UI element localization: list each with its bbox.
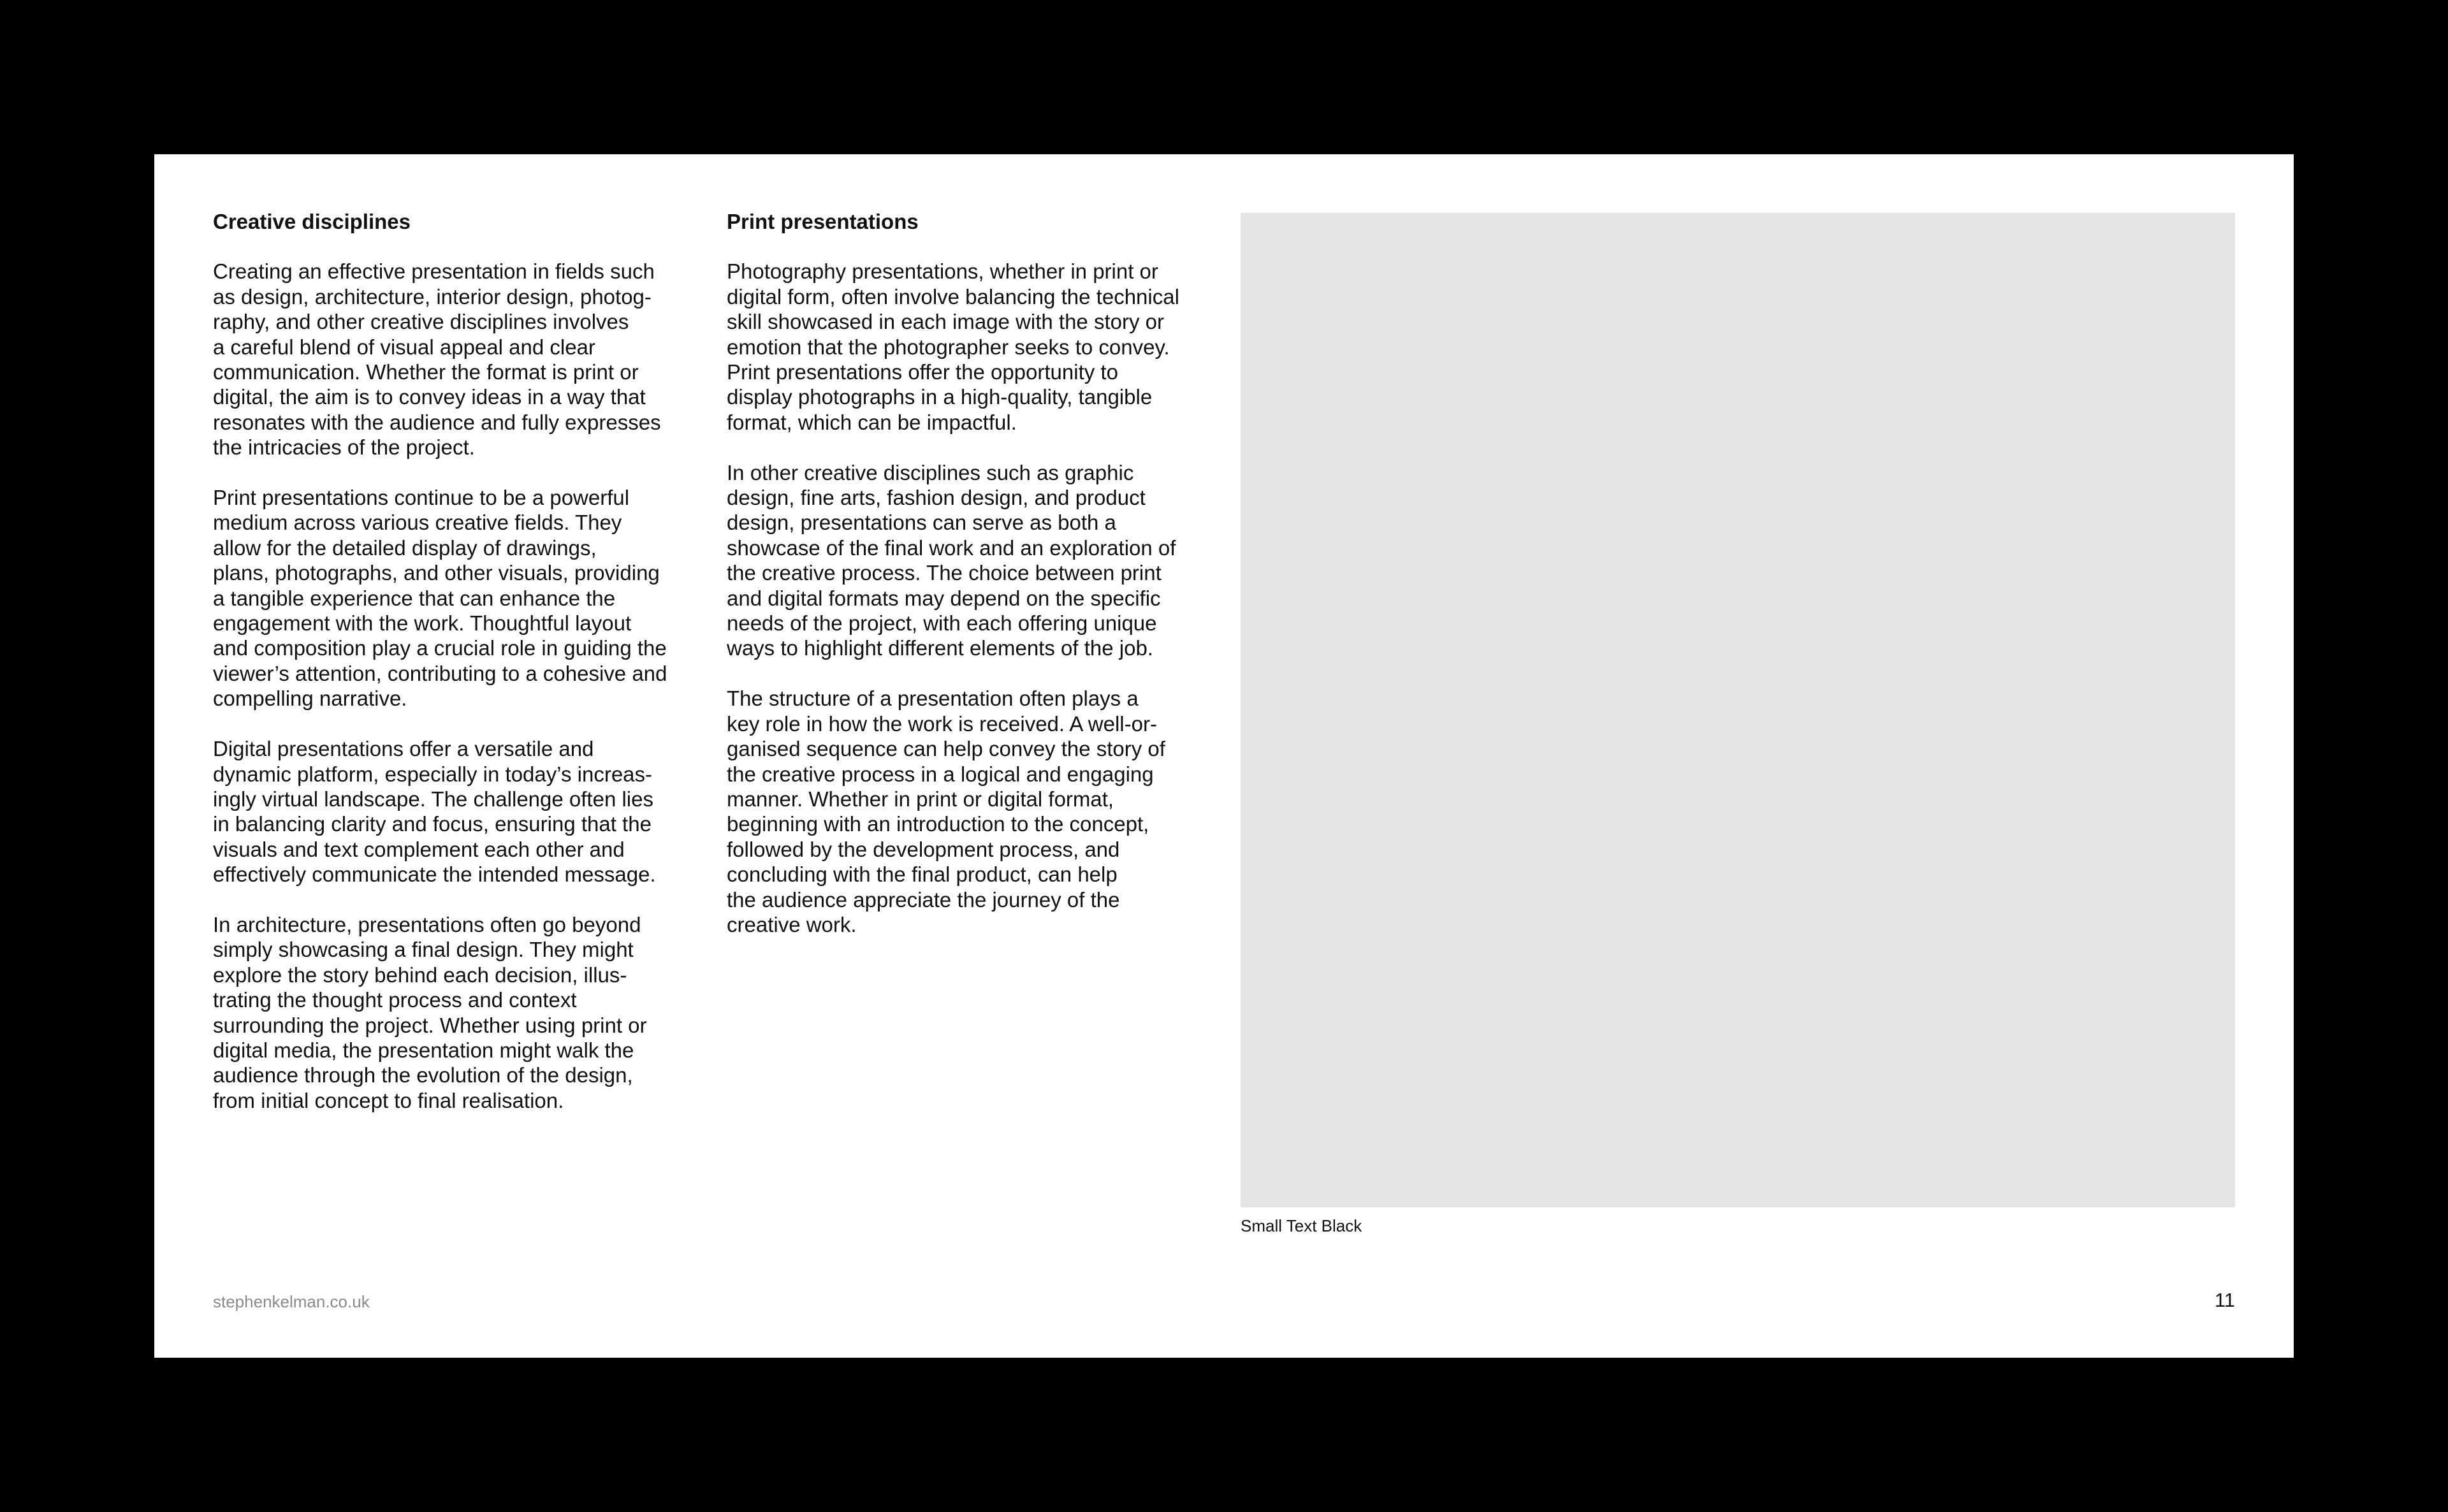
middle-column <box>727 209 1211 963</box>
left-paragraph-2: Print presentations continue to be a powerful medium across various creative fields. They allow for the detailed display of drawings, plans, photographs, and other visuals, providing a tangible experience that can enhance the engagement with the work. Thoughtful layout and composition play a crucial role in guiding the viewer’s attention, contributing to a cohesive and compelling narrative. <box>213 486 667 711</box>
left-paragraph-4: In architecture, presentations often go beyond simply showcasing a final design. They might explore the story behind each decision, illus- trating the thought process and context surrounding the project. Whether using print or digital media, the presentation might walk the audience through the evolution of the design, from initial concept to final realisation. <box>213 912 647 1112</box>
left-paragraph-3: Digital presentations offer a versatile and dynamic platform, especially in today’s increas- ingly virtual landscape. The challenge often lies in balancing clarity and focus, ensuring that the visuals and text complement each other and effectively communicate the intended message. <box>213 737 656 887</box>
middle-paragraph-2: In other creative disciplines such as graphic design, fine arts, fashion design, and product design, presentations can serve as both a showcase of the final work and an exploration of the creative process. The choice between print and digital formats may depend on the specific needs of the project, with each offering unique ways to highlight different elements of the job. <box>727 460 1176 660</box>
image-placeholder <box>1241 213 2235 1207</box>
image-caption: Small Text Black <box>1241 1216 1362 1235</box>
middle-paragraph-3: The structure of a presentation often plays a key role in how the work is received. A well-or- ganised sequence can help convey the story of the creative process in a logical and engaging manner. Whether in print or digital format, beginning with an introduction to the concept, followed by the development process, and concluding with the final product, can help the audience appreciate the journey of the creative work. <box>727 687 1165 936</box>
left-column <box>213 209 697 1138</box>
page-number: 11 <box>2214 1289 2235 1311</box>
document-page <box>154 154 2294 1358</box>
middle-paragraph-1: Photography presentations, whether in print or digital form, often involve balancing the technical skill showcased in each image with the story or emotion that the photographer seeks to convey. Print presentations offer the opportunity to display photographs in a high-quality, tangible format, which can be impactful. <box>727 259 1179 434</box>
left-paragraph-1: Creating an effective presentation in fields such as design, architecture, interior design, photog- raphy, and other creative disciplines involves a careful blend of visual appeal and clear communication. Whether the format is print or digital, the aim is to convey ideas in a way that resonates with the audience and fully expresses the intricacies of the project. <box>213 259 661 460</box>
middle-column-heading: Print presentations <box>727 210 919 233</box>
left-column-heading: Creative disciplines <box>213 210 411 233</box>
footer-url: stephenkelman.co.uk <box>213 1292 370 1311</box>
